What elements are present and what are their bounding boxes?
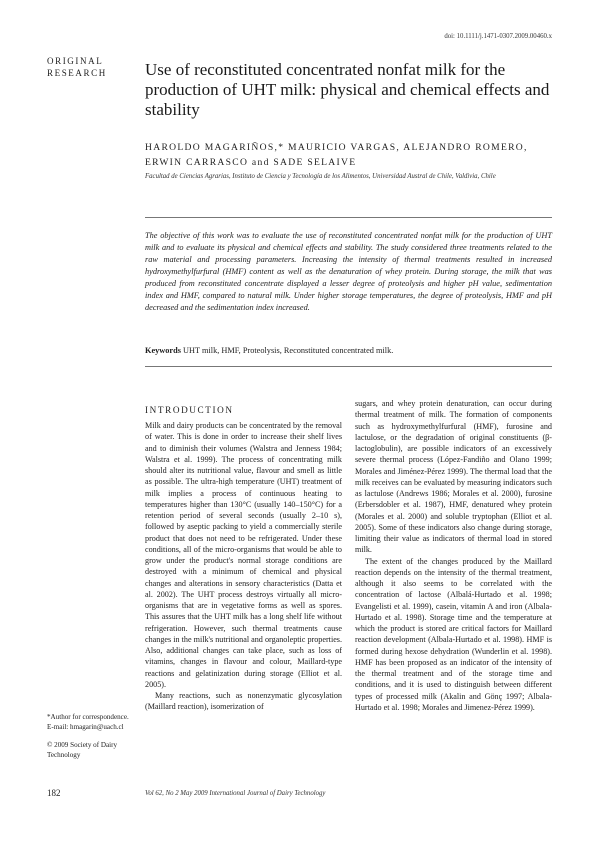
paragraph: Many reactions, such as nonenzymatic glycosylation (Maillard reaction), isomerization of bbox=[145, 691, 342, 712]
body-column-left bbox=[145, 420, 342, 713]
copyright-note: © 2009 Society of Dairy Technology bbox=[47, 741, 118, 759]
body-column-right bbox=[355, 398, 552, 713]
section-label-line-2: RESEARCH bbox=[47, 68, 107, 78]
section-label-line-1: ORIGINAL bbox=[47, 56, 104, 66]
paragraph: The extent of the changes produced by the Maillard reaction depends on the intensity of the thermal treatment, although it also seems to be correlated with the concentration of lactose (Albalá-Hurtado et al. 1998; Evangelisti et al. 1999), casein, vitamin A and iron (Albala-Hurtado et al. 1998). Storage time and the temperature at which the product is stored are critical factors for Maillard reaction development (Albala-Hurtado et al. 1998). HMF is formed during hexose dehydration (Wunderlin et al. 1998). HMF has been proposed as an indicator of the intensity of the thermal treatment and of the storage time and conditions, and it is used to distinguish between different types of processed milk (Akalin and Gönç 1997; Albala-Hurtado et al. 1998; Morales and Jimenez-Pérez 1999). bbox=[355, 556, 552, 712]
author-list bbox=[145, 140, 555, 170]
abstract: The objective of this work was to evaluate the use of reconstituted concentrated nonfat milk for the production of UHT milk and to evaluate its physical and chemical effects and stability. The study considered three treatments related to the raw material and processing parameters. Increasing the intensity of thermal treatments resulted in increased hydroxymethylfurfural (HMF) content as well as the denaturation of whey protein. During storage, the milk that was produced from reconstituted concentrate displayed a lesser degree of proteolysis and higher pH value, sedimentation index and HMF, compared to natural milk. Under higher storage temperatures, the degree of proteolysis, HMF and pH decreased and the sedimentation index increased. bbox=[145, 231, 552, 312]
journal-footer: Vol 62, No 2 May 2009 International Journal of Dairy Technology bbox=[145, 790, 326, 797]
correspondence-note: *Author for correspondence. E-mail: hmagarin@uach.cl bbox=[47, 713, 129, 731]
abstract-bottom-rule bbox=[145, 366, 552, 367]
doi-line: doi: 10.1111/j.1471-0307.2009.00460.x bbox=[444, 33, 552, 40]
author-line-2: ERWIN CARRASCO and SADE SELAIVE bbox=[145, 157, 357, 168]
keywords-text: UHT milk, HMF, Proteolysis, Reconstituted concentrated milk. bbox=[183, 346, 394, 355]
author-line-1: HAROLDO MAGARIÑOS,* MAURICIO VARGAS, ALEJANDRO ROMERO, bbox=[145, 142, 528, 153]
article-title: Use of reconstituted concentrated nonfat milk for the production of UHT milk: physical and chemical effects and stability bbox=[145, 60, 550, 119]
paragraph: sugars, and whey protein denaturation, can occur during thermal treatment of milk. The formation of components such as hydroxymethylfurfural (HMF), furosine and lactulose, or the degradation of original constituents (β-lactoglobulin), are possible indicators of an excessively severe thermal process (López-Fandiño and Olano 1999; Morales and Jiménez-Pérez 1999). The thermal load that the milk receives can be evaluated by measuring indicators such as lactulose (Andrews 1986; Morales et al. 2000), furosine (Erbersdobler et al. 1987), HMF, denatured whey protein (Morales et al. 2000) and soluble tryptophan (Elliot et al. 2005). Some of these indicators also change during storage, limiting their value as indicators of thermal load in stored milk. bbox=[355, 399, 552, 555]
introduction-heading: INTRODUCTION bbox=[145, 405, 234, 415]
section-label bbox=[47, 55, 107, 79]
keywords bbox=[145, 345, 552, 356]
paragraph: Milk and dairy products can be concentrated by the removal of water. This is done in order to increase their shelf lives and to diminish their volumes (Walstra and Jenness 1984; Walstra et al. 1999). The process of concentrating milk should alter its nutritional value, flavour and smell as little as possible. The ultra-high temperature (UHT) treatment of milk implies a process of continuous heating to temperatures higher than 130°C (usually 140–150°C) for a retention period of several seconds (usually 2–10 s), followed by aseptic packing to yield a commercially sterile product that does not need to be refrigerated. Under these conditions, all of the micro-organisms that would be able to grow under the product's normal storage conditions are destroyed with a minimum of chemical and physical changes and alterations in sensory characteristics (Datta et al. 2002). The UHT process destroys virtually all micro-organisms that are in vegetative forms as well as spores. This assures that the UHT milk has a long shelf life without refrigeration. However, such thermal treatments cause changes in the milk's nutritional and organoleptic properties. Also, additional changes can take place, such as loss of vitamins, changes in flavour and colour, Maillard-type reactions and gelatinization during storage (Elliot et al. 2005). bbox=[145, 421, 342, 689]
abstract-top-rule bbox=[145, 217, 552, 218]
footnote bbox=[47, 712, 137, 768]
page-number: 182 bbox=[47, 788, 61, 798]
affiliation: Facultad de Ciencias Agrarias, Instituto de Ciencia y Tecnología de los Alimentos, Universidad Austral de Chile, Valdivia, Chile bbox=[145, 173, 496, 180]
keywords-label: Keywords bbox=[145, 346, 181, 355]
